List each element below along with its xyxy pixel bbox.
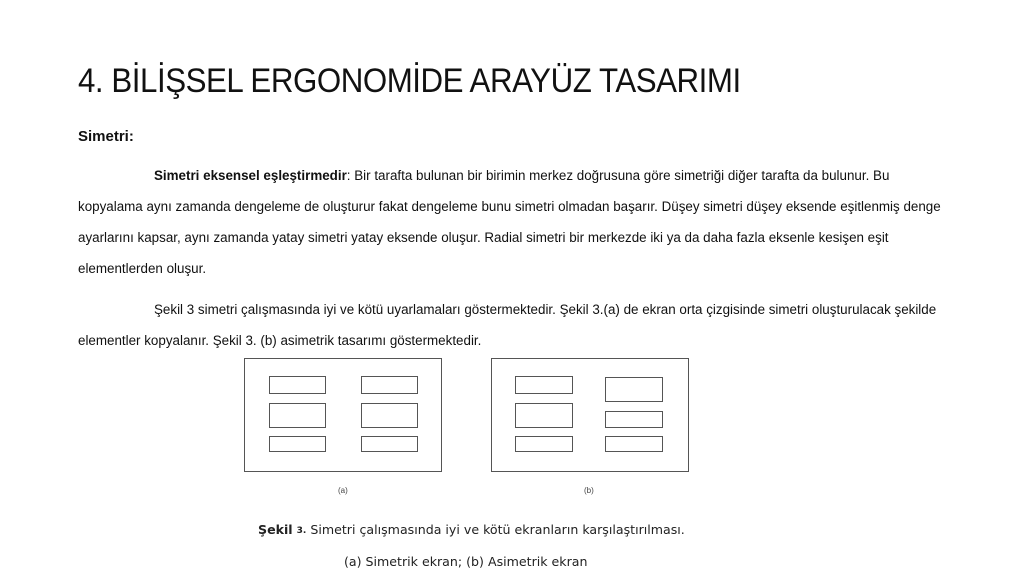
figure-caption-line2: (a) Simetrik ekran; (b) Asimetrik ekran xyxy=(344,554,588,569)
screen-element xyxy=(361,436,418,452)
screen-element xyxy=(605,377,663,402)
caption-number: 3. xyxy=(296,526,307,536)
symmetry-term: Simetri eksensel eşleştirmedir xyxy=(154,168,347,183)
figure-description-paragraph xyxy=(78,294,948,356)
figure-description-text: Şekil 3 simetri çalışmasında iyi ve kötü uyarlamaları göstermektedir. Şekil 3.(a) de ekran orta çizgisinde simetri oluşturulacak şekilde elementler kopyalanır. Şekil 3. (b) asimetrik tasarımı göstermektedir. xyxy=(78,302,937,348)
screen-element xyxy=(515,436,573,452)
symmetric-screen-diagram xyxy=(244,358,442,472)
caption-text: Simetri çalışmasında iyi ve kötü ekranların karşılaştırılması. xyxy=(310,522,685,537)
section-heading: Simetri: xyxy=(78,128,134,145)
screen-element xyxy=(605,436,663,452)
screen-element xyxy=(269,376,326,394)
screen-element xyxy=(515,376,573,394)
asymmetric-screen-diagram xyxy=(491,358,689,472)
screen-element xyxy=(269,403,326,428)
symmetry-definition-text: : Bir tarafta bulunan bir birimin merkez doğrusuna göre simetriği diğer tarafta da bulunur. Bu kopyalama aynı zamanda dengeleme de oluşturur fakat dengeleme bunu simetri olmadan başarır. Düşey simetri düşey eksende eşitlenmiş denge ayarlarını kapsar, aynı zamanda yatay simetri yatay eksende oluşur. Radial simetri bir merkezde iki ya da daha fazla eksenle kesişen eşit elementlerden oluşur. xyxy=(78,168,941,276)
caption-prefix: Şekil xyxy=(258,522,293,537)
screen-element xyxy=(605,411,663,428)
figure-label-a: (a) xyxy=(338,486,348,495)
slide-title: 4. BİLİŞSEL ERGONOMİDE ARAYÜZ TASARIMI xyxy=(78,62,741,100)
screen-element xyxy=(515,403,573,428)
screen-element xyxy=(361,376,418,394)
screen-element xyxy=(269,436,326,452)
symmetry-figure xyxy=(244,358,694,508)
figure-label-b: (b) xyxy=(584,486,594,495)
screen-element xyxy=(361,403,418,428)
figure-caption-line1 xyxy=(258,522,685,537)
symmetry-definition-paragraph xyxy=(78,160,948,284)
